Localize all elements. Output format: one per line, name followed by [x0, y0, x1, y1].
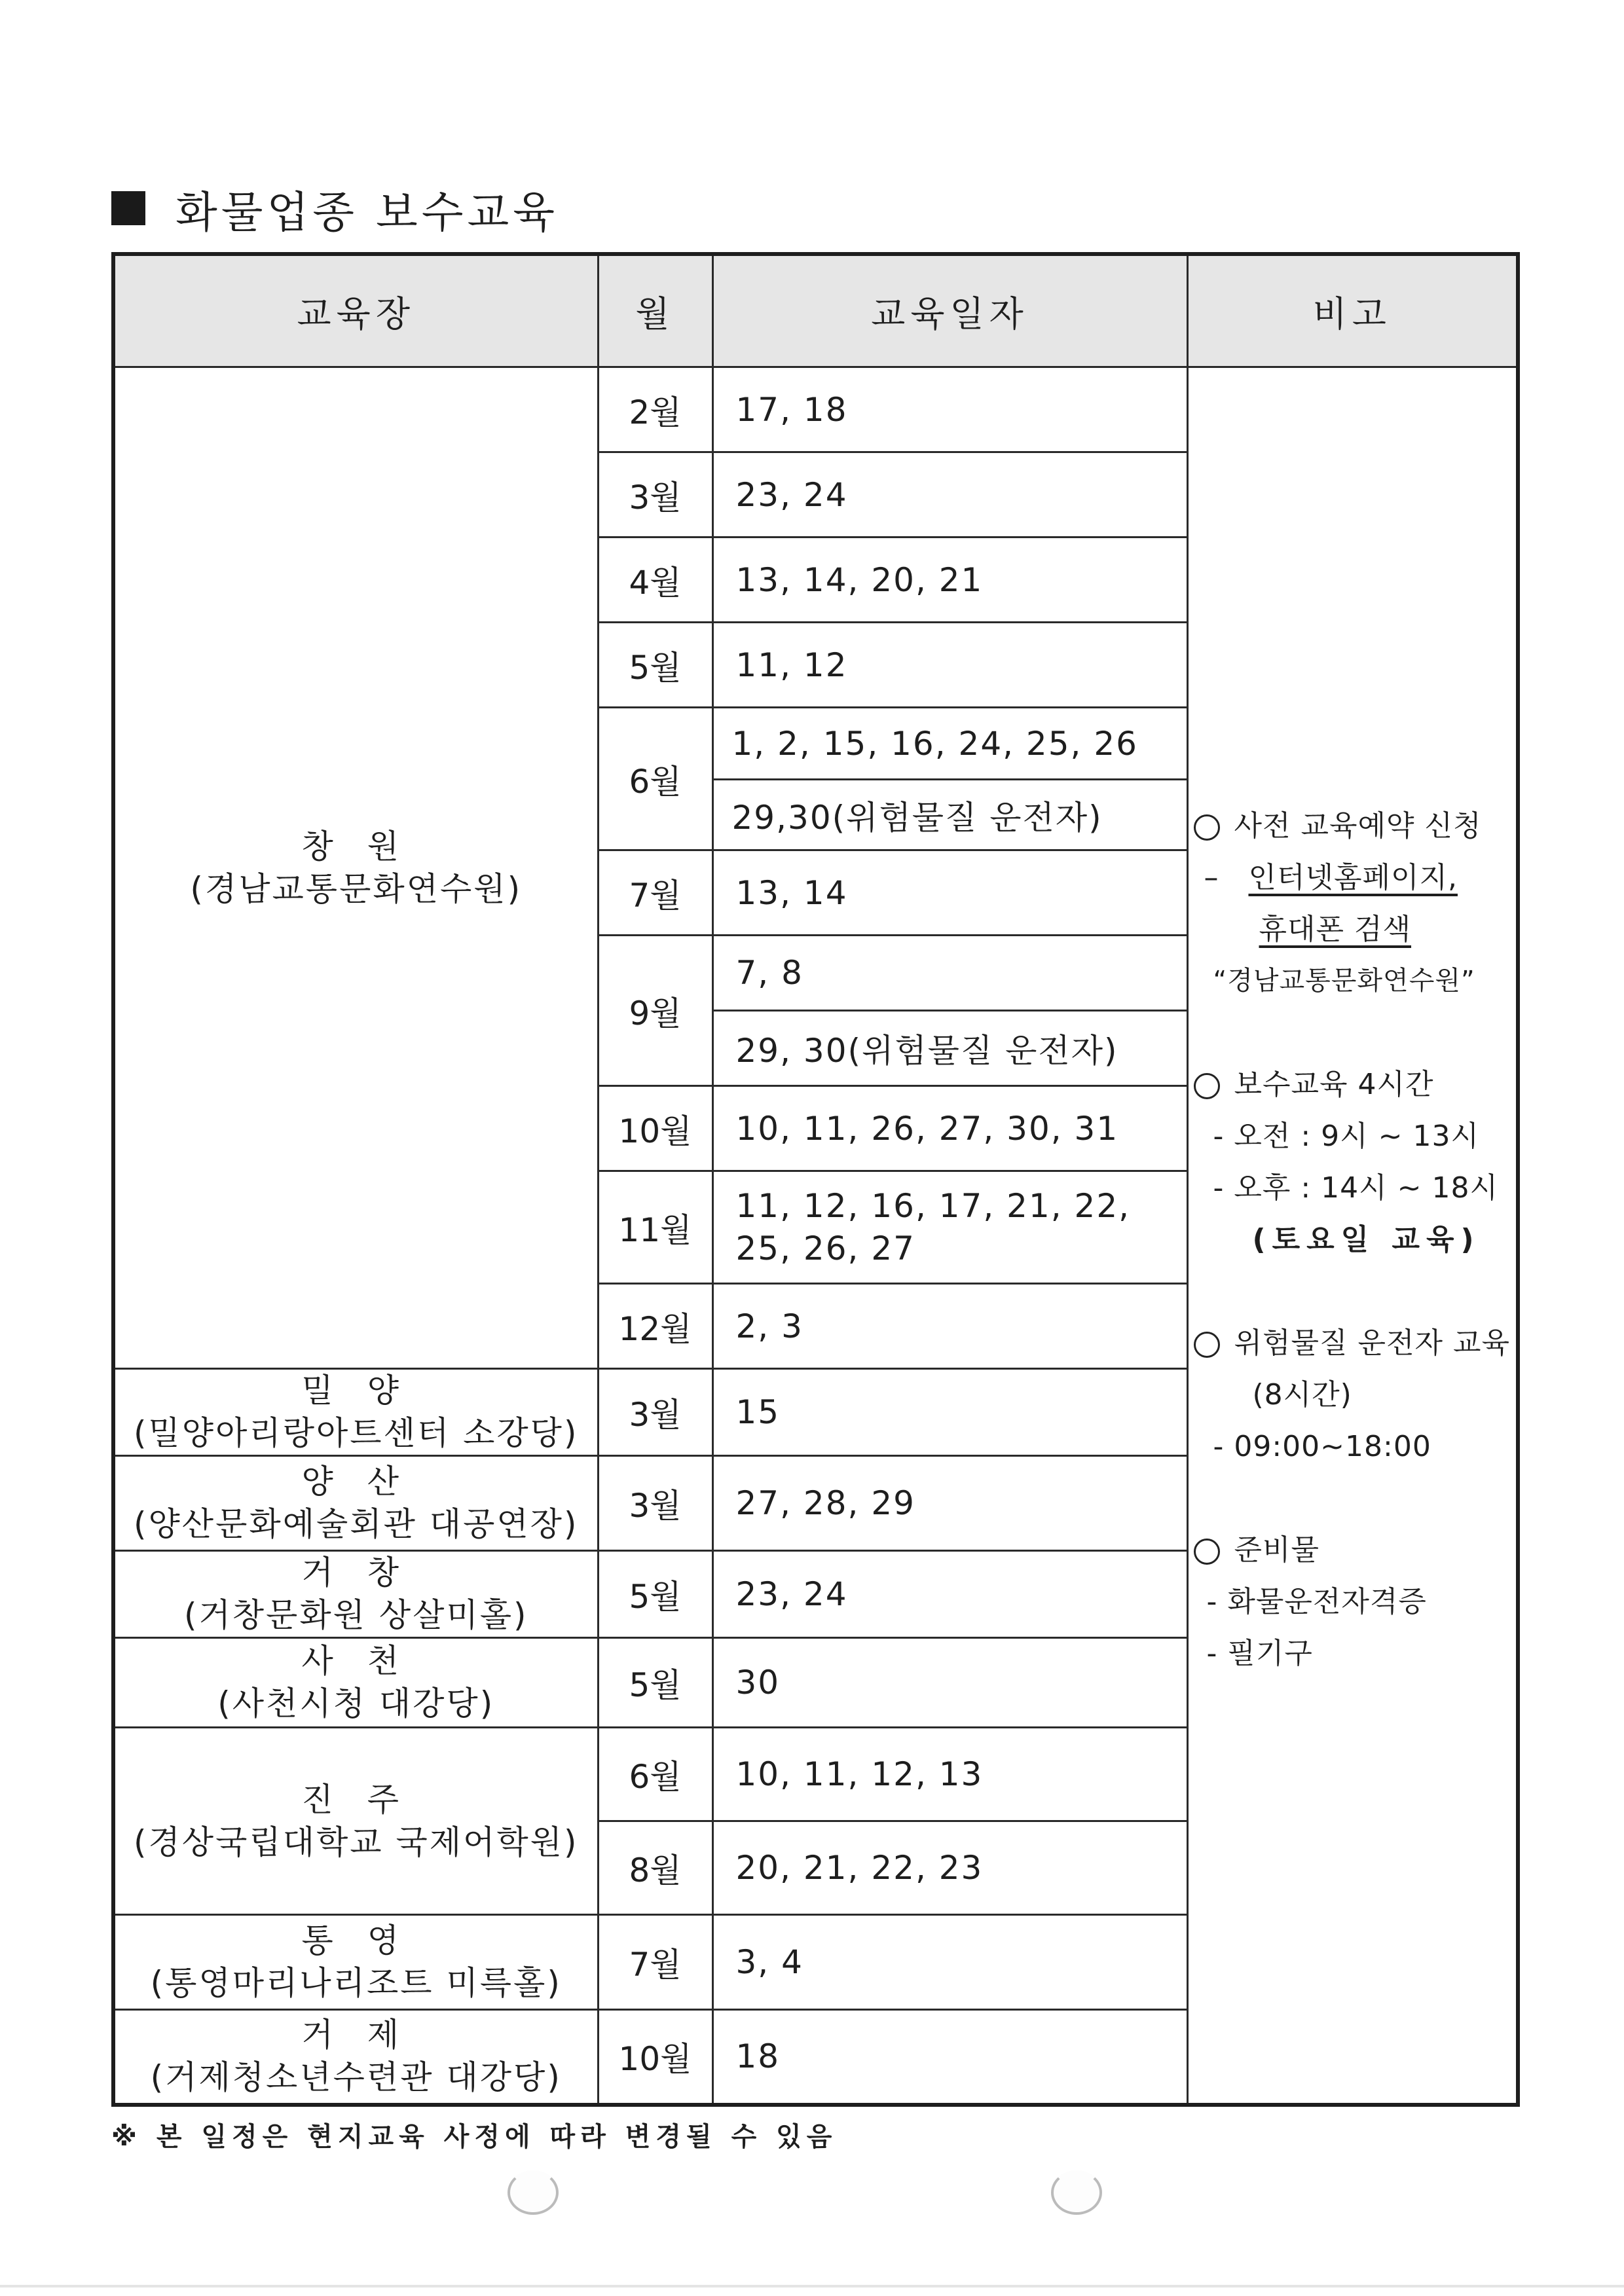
dates-cell: 27, 28, 29 — [712, 1456, 1187, 1551]
venue-jinju — [113, 1728, 598, 1915]
title-text: 화물업종 보수교육 — [175, 187, 559, 238]
month-cell: 3월 — [598, 1456, 712, 1551]
dates-cell: 13, 14, 20, 21 — [712, 538, 1187, 623]
venue-name: 통 영 — [301, 1922, 411, 1959]
month-cell: 4월 — [598, 538, 712, 623]
prep-title: 준비물 — [1234, 1533, 1320, 1567]
punch-hole-right — [1051, 2170, 1102, 2215]
hours-pm: - 오후 : 14시 ~ 18시 — [1213, 1171, 1498, 1205]
dates-cell-2: 29, 30(위험물질 운전자) — [712, 1011, 1187, 1086]
hours-title: 보수교육 4시간 — [1234, 1068, 1434, 1101]
month-cell: 3월 — [598, 1369, 712, 1456]
venue-name: 창 원 — [301, 827, 411, 866]
dates-cell: 10, 11, 12, 13 — [712, 1728, 1187, 1821]
circle-bullet-icon — [1194, 1073, 1220, 1099]
header-dates: 교육일자 — [712, 254, 1187, 367]
venue-name: 양 산 — [301, 1463, 411, 1501]
venue-detail: (거제청소년수련관 대강당) — [150, 2058, 562, 2097]
dates-cell: 17, 18 — [712, 367, 1187, 452]
header-venue: 교육장 — [113, 254, 598, 367]
dates-cell: 10, 11, 26, 27, 30, 31 — [712, 1086, 1187, 1171]
reservation-line2: 휴대폰 검색 — [1259, 913, 1412, 946]
venue-name: 거 창 — [301, 1554, 411, 1592]
venue-detail: (경상국립대학교 국제어학원) — [133, 1823, 579, 1861]
dates-cell: 18 — [712, 2010, 1187, 2105]
dates-cell: 7, 8 — [712, 936, 1187, 1011]
month-cell: 7월 — [598, 850, 712, 936]
punch-hole-left — [507, 2170, 559, 2215]
venue-detail: (통영마리나리조트 미륵홀) — [150, 1964, 562, 2002]
footnote: ※ 본 일정은 현지교육 사정에 따라 변경될 수 있음 — [111, 2122, 838, 2152]
venue-name: 밀 양 — [301, 1372, 411, 1410]
venue-changwon — [113, 367, 598, 1369]
hazmat-title: 위험물질 운전자 교육 — [1234, 1326, 1511, 1360]
venue-miryang — [113, 1369, 598, 1456]
reservation-search: “경남교통문화연수원” — [1213, 966, 1475, 996]
month-cell: 9월 — [598, 936, 712, 1086]
month-cell: 6월 — [598, 1728, 712, 1821]
dates-cell-2: 29,30(위험물질 운전자) — [712, 780, 1187, 850]
circle-bullet-icon — [1194, 1332, 1220, 1358]
dates-cell: 2, 3 — [712, 1284, 1187, 1369]
dates-cell: 23, 24 — [712, 452, 1187, 538]
table-row — [113, 367, 1518, 452]
header-month: 월 — [598, 254, 712, 367]
venue-name: 사 천 — [301, 1642, 411, 1680]
month-cell: 2월 — [598, 367, 712, 452]
month-cell: 10월 — [598, 2010, 712, 2105]
month-cell: 6월 — [598, 708, 712, 850]
venue-geochang — [113, 1551, 598, 1638]
dates-cell: 13, 14 — [712, 850, 1187, 936]
circle-bullet-icon — [1194, 814, 1220, 841]
dates-line-1: 11, 12, 16, 17, 21, 22, — [735, 1186, 1131, 1225]
venue-name: 진 주 — [301, 1780, 411, 1819]
month-cell: 12월 — [598, 1284, 712, 1369]
month-cell: 3월 — [598, 452, 712, 538]
schedule-table — [111, 252, 1520, 2107]
dates-cell: 23, 24 — [712, 1551, 1187, 1638]
venue-detail: (경남교통문화연수원) — [190, 869, 523, 908]
header-remarks: 비고 — [1187, 254, 1518, 367]
prep-item1: - 화물운전자격증 — [1206, 1585, 1427, 1618]
venue-detail: (거창문화원 상살미홀) — [183, 1596, 528, 1634]
venue-detail: (사천시청 대강당) — [217, 1685, 495, 1722]
dates-cell: 15 — [712, 1369, 1187, 1456]
dates-cell: 11, 12 — [712, 623, 1187, 708]
venue-detail: (밀양아리랑아트센터 소강당) — [133, 1414, 579, 1452]
month-cell: 8월 — [598, 1821, 712, 1915]
month-cell: 5월 — [598, 623, 712, 708]
square-bullet-icon — [111, 191, 145, 225]
month-cell: 10월 — [598, 1086, 712, 1171]
dates-line-2: 25, 26, 27 — [735, 1229, 915, 1267]
dates-cell: 20, 21, 22, 23 — [712, 1821, 1187, 1915]
prep-item2: - 필기구 — [1206, 1637, 1313, 1670]
month-cell: 5월 — [598, 1551, 712, 1638]
venue-tongyeong — [113, 1915, 598, 2010]
dates-cell: 1, 2, 15, 16, 24, 25, 26 — [712, 708, 1187, 780]
venue-detail: (양산문화예술회관 대공연장) — [133, 1505, 579, 1543]
dates-cell — [712, 1171, 1187, 1284]
hazmat-hours: (8시간) — [1252, 1378, 1352, 1412]
header-row — [113, 254, 1518, 367]
venue-name: 거 제 — [301, 2016, 411, 2054]
dates-cell: 30 — [712, 1638, 1187, 1728]
month-cell: 5월 — [598, 1638, 712, 1728]
reservation-title: 사전 교육예약 신청 — [1234, 809, 1482, 843]
month-cell: 7월 — [598, 1915, 712, 2010]
remarks-cell — [1187, 367, 1518, 2105]
hazmat-time: - 09:00~18:00 — [1213, 1430, 1431, 1463]
hours-am: - 오전 : 9시 ~ 13시 — [1213, 1120, 1479, 1153]
venue-sacheon — [113, 1638, 598, 1728]
scan-edge — [0, 2285, 1624, 2287]
circle-bullet-icon — [1194, 1539, 1220, 1565]
venue-yangsan — [113, 1456, 598, 1551]
remarks-content: 사전 교육예약 신청 – 인터넷홈페이지, 휴대폰 검색 “경남교통문화연수원” 보수교육 4시간 - 오전 : 9시 ~ 13시 - 오후 : 14시 ~ 18시 (토요일 교육) 위험물질 운전자 교육 (8시간) - 09:00~18:00 준비물 - 화물운전자격증 - 필기구 — [1189, 368, 1517, 1679]
venue-geoje — [113, 2010, 598, 2105]
month-cell: 11월 — [598, 1171, 712, 1284]
dates-cell: 3, 4 — [712, 1915, 1187, 2010]
page-title — [111, 178, 559, 238]
reservation-line1: 인터넷홈페이지, — [1248, 861, 1458, 894]
hours-note: (토요일 교육) — [1252, 1223, 1481, 1256]
